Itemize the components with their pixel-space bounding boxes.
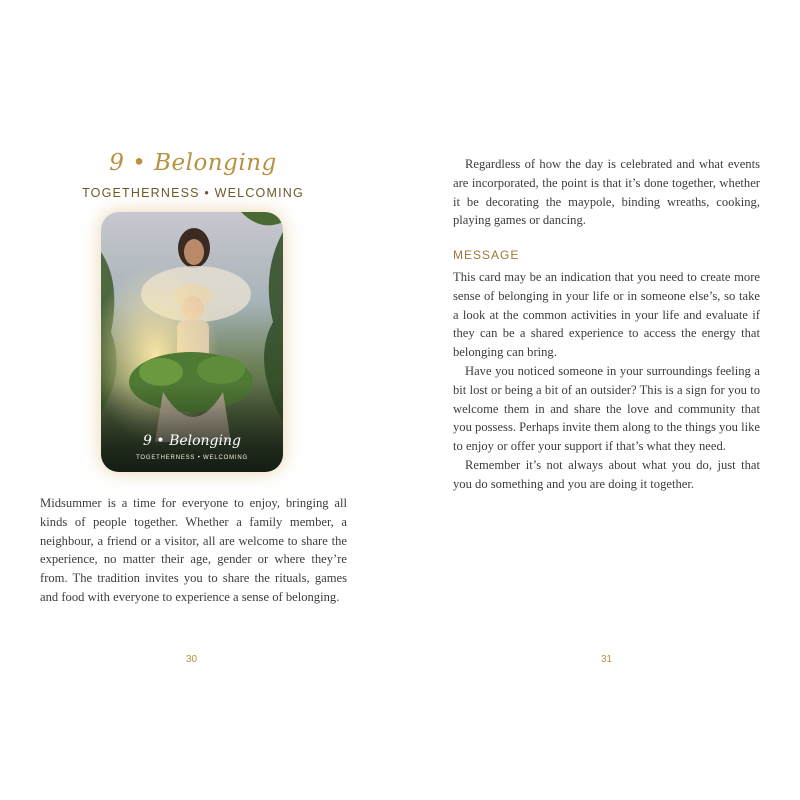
paragraph: Remember it’s not always about what you do, just that you do something and you are doing it together. <box>453 457 760 491</box>
page-number-left: 30 <box>186 654 198 665</box>
page-number-right: 31 <box>601 654 613 665</box>
card-subtitle: TOGETHERNESS • WELCOMING <box>82 186 304 200</box>
paragraph: This card may be an indication that you need to create more sense of belonging in your life or in someone else’s, so take a look at the common activities in your life and evaluate if they can be a shared experience to access the energy that belonging can bring. <box>453 270 760 360</box>
right-page <box>400 0 800 800</box>
card-name-overlay: 9 • Belonging <box>143 433 241 449</box>
card-keywords-overlay: TOGETHERNESS • WELCOMING <box>136 455 248 461</box>
right-intro <box>453 155 760 230</box>
left-body-paragraph <box>40 494 347 607</box>
card-title: 9 • Belonging <box>109 150 277 176</box>
message-body <box>453 268 760 494</box>
paragraph: Have you noticed someone in your surroundings feeling a bit lost or being a bit of an outsider? This is a sign for you to welcome them in and share the love and community that you possess. Perhaps invite them along to the things you like to enjoy or offer your support if that’s what they need. <box>453 363 760 454</box>
oracle-card-image <box>101 212 283 472</box>
paragraph: Midsummer is a time for everyone to enjoy, bringing all kinds of people together. Whether a family member, a neighbour, a friend or a visitor, all are welcome to share the experience, no matter their age, gender or where they’re from. The tradition invites you to share the rituals, games and food with everyone to experience a sense of belonging. <box>40 496 347 604</box>
section-heading-message: MESSAGE <box>453 248 520 262</box>
paragraph: Regardless of how the day is celebrated and what events are incorporated, the point is that it’s done together, whether it be decorating the maypole, binding wreaths, cooking, playing games or dancing. <box>453 157 760 228</box>
